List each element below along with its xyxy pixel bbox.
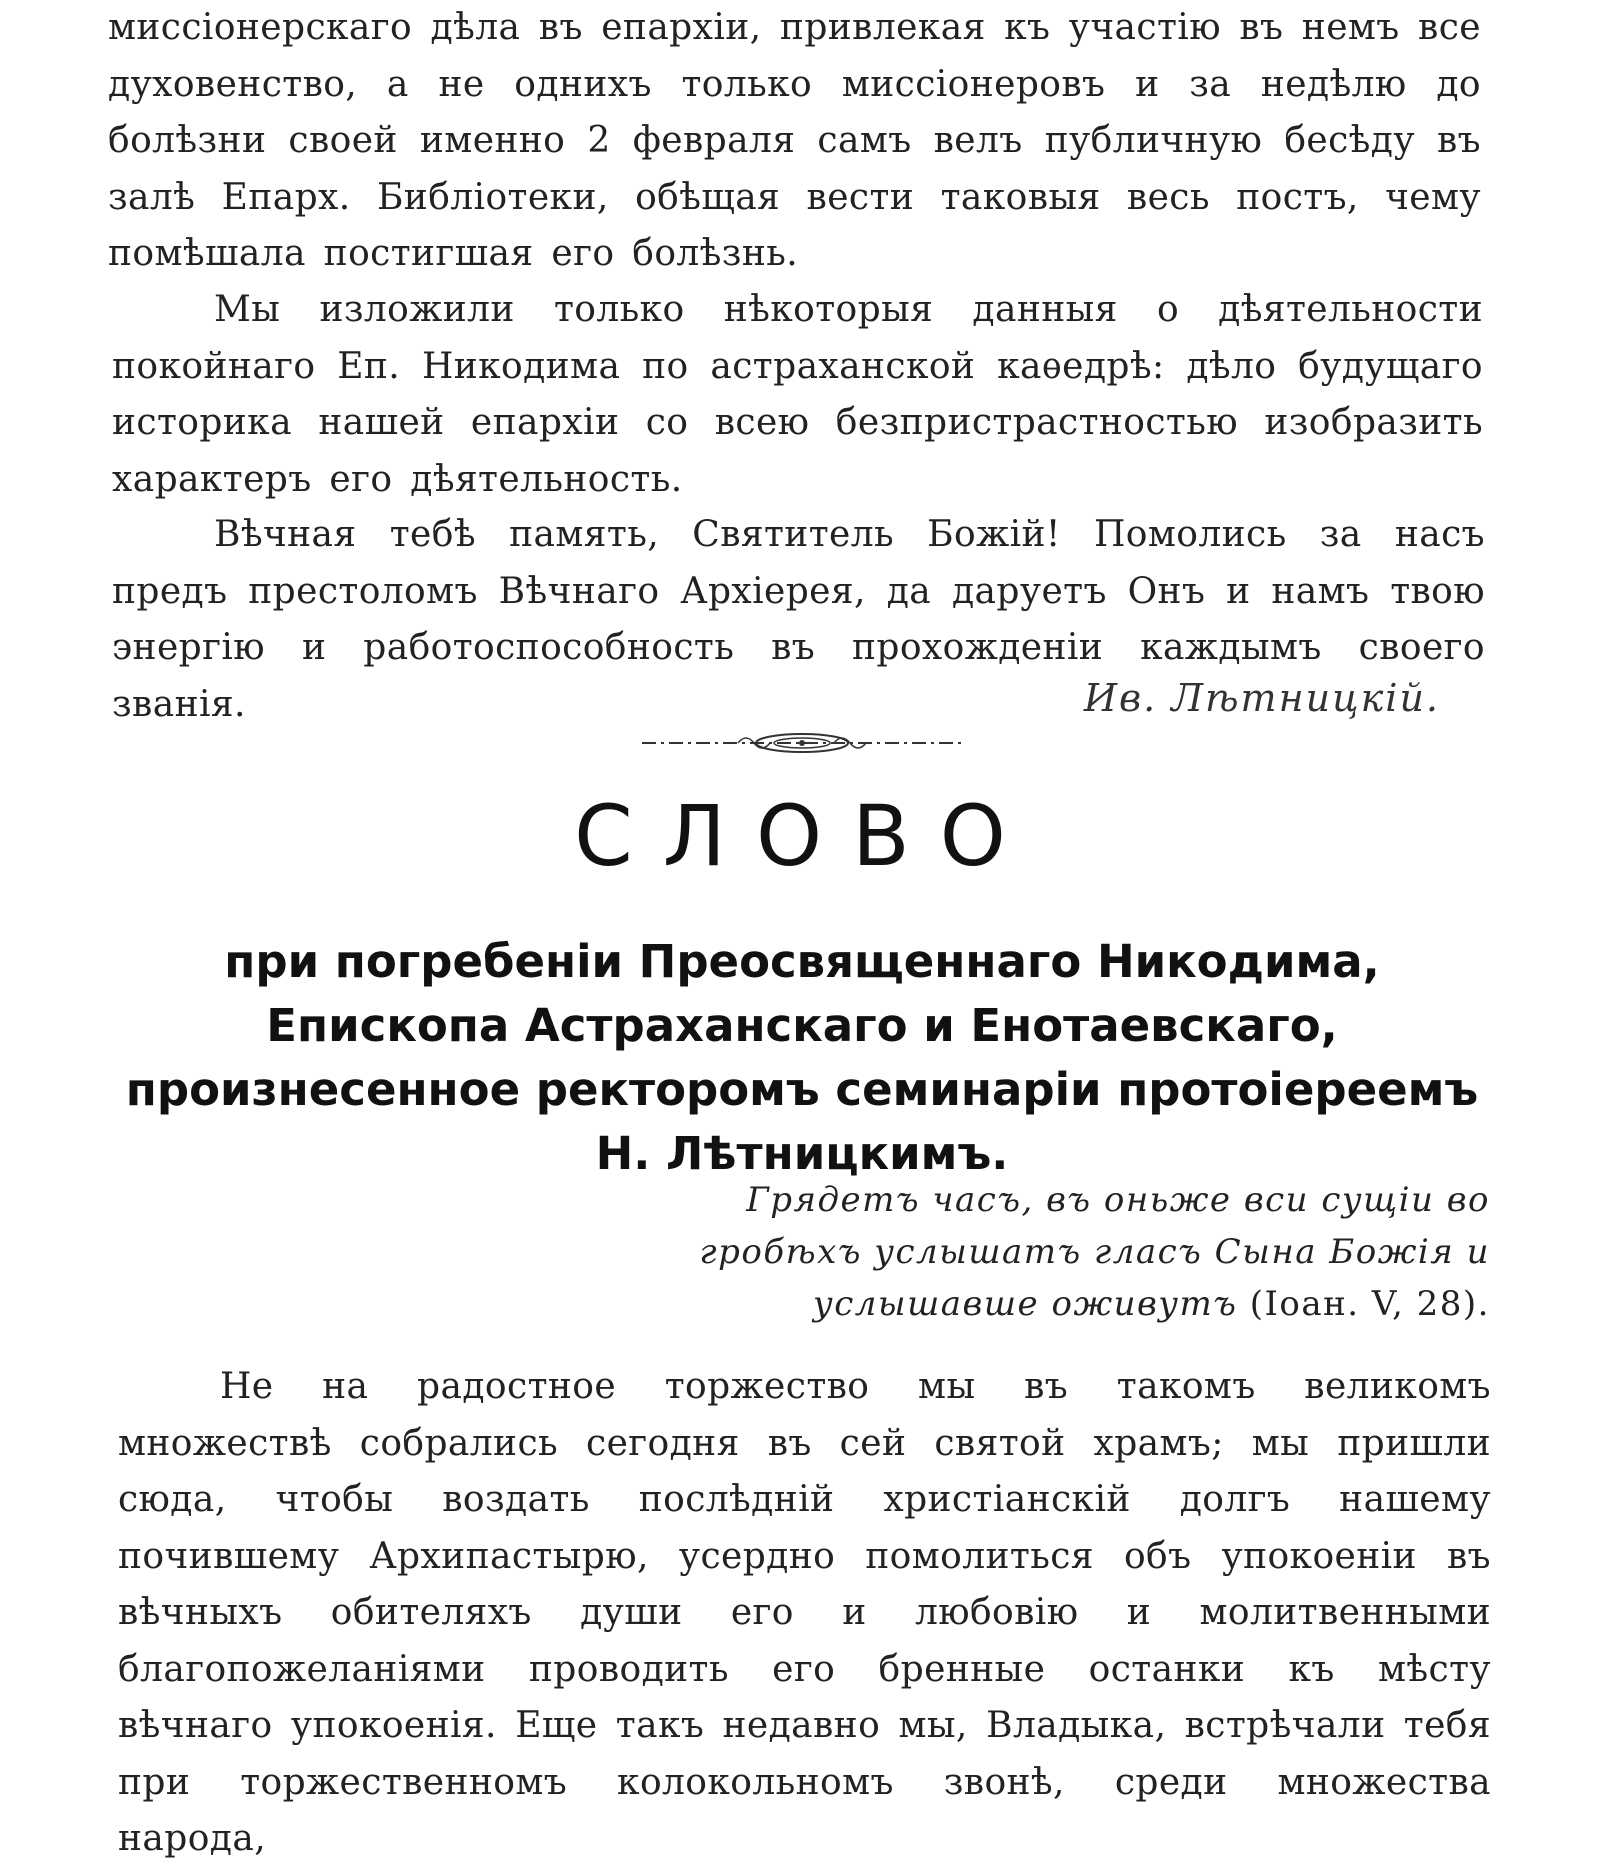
paragraph-activity-summary: Мы изложили только нѣкоторыя данныя о дѣятельности покойнаго Еп. Никодима по астраханской каѳедрѣ: дѣло будущаго историка нашей епархіи со всею безпристрастностью изобразить характеръ его дѣятельность. <box>112 289 1483 500</box>
epigraph <box>690 1174 1490 1330</box>
sermon-heading: СЛОВО <box>574 787 1036 885</box>
epigraph-text: Грядетъ часъ, въ оньже вси сущіи во гробѣхъ услышатъ гласъ Сына Божія и услышавше оживутъ <box>699 1180 1490 1324</box>
ornament-divider-icon <box>642 725 962 761</box>
paragraph-eternal-memory: Вѣчная тебѣ память, Святитель Божій! Помолись за насъ предъ престоломъ Вѣчнаго Архіерея, да даруетъ Онъ и намъ твою энергію и работоспособность въ прохожденіи каждымъ своего званія. <box>112 514 1485 725</box>
paragraph-continuation: миссіонерскаго дѣла въ епархіи, привлекая къ участію въ немъ все духовенство, а не однихъ только миссіонеровъ и за недѣлю до болѣзни своей именно 2 февраля самъ велъ публичную бесѣду въ залѣ Епарх. Библіотеки, обѣщая вести таковыя весь постъ, чему помѣшала постигшая его болѣзнь. <box>108 7 1481 274</box>
sermon-subheading: при погребеніи Преосвященнаго Никодима, Епископа Астраханскаго и Енотаевскаго, произнесенное ректоромъ семинаріи протоіереемъ Н. Лѣтницкимъ. <box>125 935 1479 1180</box>
paragraph-sermon-opening: Не на радостное торжество мы въ такомъ великомъ множествѣ собрались сегодня въ сей святой храмъ; мы пришли сюда, чтобы воздать послѣдній христіанскій долгъ нашему почившему Архипастырю, усердно помолиться объ упокоеніи въ вѣчныхъ обителяхъ души его и любовію и молитвенными благопожеланіями проводить его бренные останки къ мѣсту вѣчнаго упокоенія. Еще такъ недавно мы, Владыка, встрѣчали тебя при торжественномъ колокольномъ звонѣ, среди множества народа, <box>118 1366 1491 1859</box>
epigraph-reference: (Іоан. V, 28). <box>1237 1284 1490 1324</box>
author-signature: Ив. Лѣтницкій. <box>1083 676 1440 720</box>
